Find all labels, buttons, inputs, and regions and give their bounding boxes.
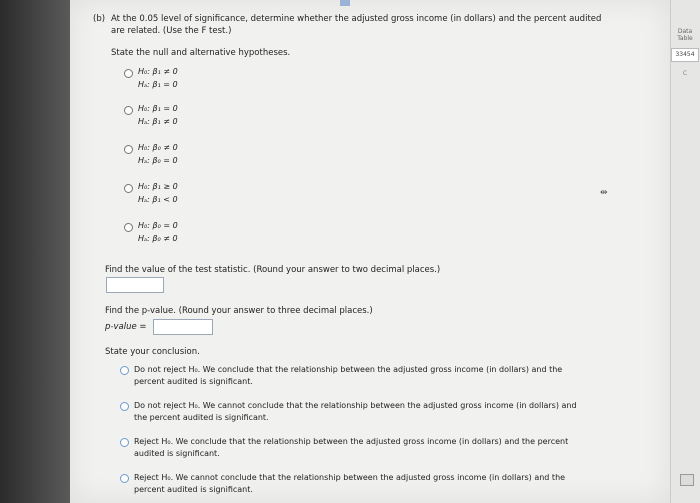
question-line2: are related. (Use the F test.) [111,26,232,36]
conclusion-option-3 [134,436,654,460]
question-line1: At the 0.05 level of significance, determine whether the adjusted gross income (in dollars) and the percent audited [111,14,602,24]
conclusion-option-3-line2: audited is significant. [134,449,220,458]
conclusion-option-4-line1: Reject H₀. We cannot conclude that the relationship between the adjusted gross income (in dollars) and the [134,473,566,482]
hypothesis-2-null: H₀: β₁ = 0 [138,104,178,113]
pvalue-input[interactable] [153,319,213,335]
hypothesis-2-alt: Hₐ: β₁ ≠ 0 [138,117,178,126]
hypothesis-3-alt: Hₐ: β₀ = 0 [138,156,178,165]
hypothesis-radio-5[interactable] [124,223,133,232]
conclusion-option-2-line2: the percent audited is significant. [134,413,269,422]
hypothesis-5-alt: Hₐ: β₀ ≠ 0 [138,234,178,243]
grid-icon[interactable] [680,474,694,486]
conclusion-option-2-line1: Do not reject H₀. We cannot conclude that the relationship between the adjusted gross income (in dollars) and [134,401,577,410]
hypothesis-3-null: H₀: β₀ ≠ 0 [138,143,178,152]
conclusion-radio-3[interactable] [120,438,129,447]
conclusion-option-2 [134,400,654,424]
hypothesis-radio-2[interactable] [124,106,133,115]
pvalue-label: p-value = [105,322,147,332]
conclusion-radio-4[interactable] [120,474,129,483]
collapse-icon[interactable]: ⇹ [600,188,608,198]
conclusion-option-4-line2: percent audited is significant. [134,485,253,494]
test-stat-prompt: Find the value of the test statistic. (Round your answer to two decimal places.) [105,265,441,275]
side-button-c[interactable]: C [682,70,688,77]
conclusion-option-1-line1: Do not reject H₀. We conclude that the relationship between the adjusted gross income (in dollars) and the [134,365,563,374]
conclusion-option-1-line2: percent audited is significant. [134,377,253,386]
conclusion-option-3-line1: Reject H₀. We conclude that the relationship between the adjusted gross income (in dollars) and the percent [134,437,569,446]
hypothesis-radio-4[interactable] [124,184,133,193]
left-edge [0,0,70,503]
top-tab[interactable] [340,0,350,6]
hypothesis-radio-1[interactable] [124,69,133,78]
hypothesis-1-null: H₀: β₁ ≠ 0 [138,67,178,76]
conclusion-radio-1[interactable] [120,366,129,375]
hypotheses-prompt: State the null and alternative hypotheses. [111,48,291,58]
pvalue-prompt: Find the p-value. (Round your answer to three decimal places.) [105,306,373,316]
data-table-label[interactable]: Data Table [677,28,693,42]
conclusion-radio-2[interactable] [120,402,129,411]
hypothesis-1-alt: Hₐ: β₁ = 0 [138,80,178,89]
hypothesis-radio-3[interactable] [124,145,133,154]
hypothesis-4-alt: Hₐ: β₁ < 0 [138,195,178,204]
part-label: (b) [93,14,106,24]
hypothesis-5-null: H₀: β₀ = 0 [138,221,178,230]
conclusion-option-4 [134,472,654,496]
conclusion-prompt: State your conclusion. [105,347,200,357]
hypothesis-4-null: H₀: β₁ ≥ 0 [138,182,178,191]
test-stat-input[interactable] [106,277,164,293]
data-code-cell: 33454 [671,48,699,62]
conclusion-option-1 [134,364,654,388]
